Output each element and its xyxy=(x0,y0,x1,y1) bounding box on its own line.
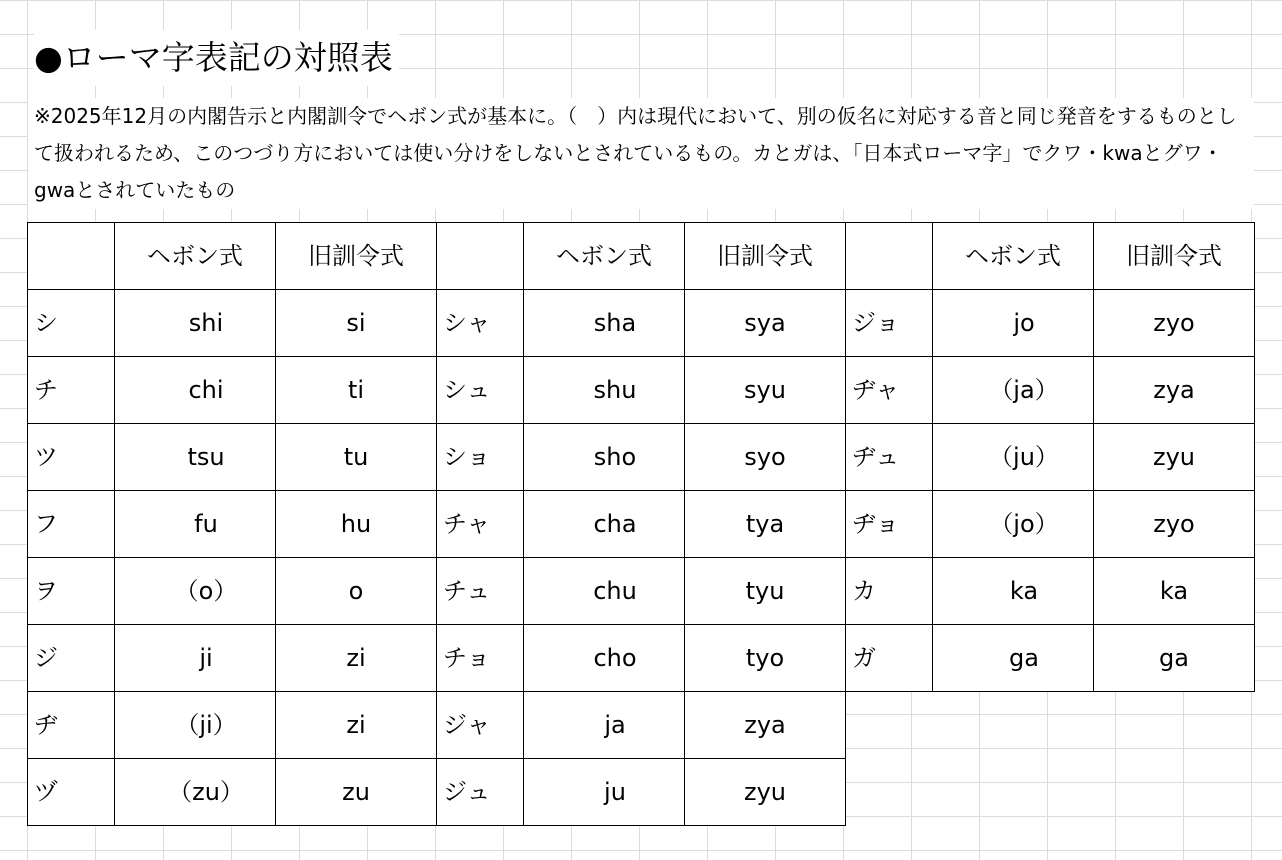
empty-area xyxy=(933,759,1094,826)
kunrei-cell[interactable]: zyu xyxy=(1094,424,1255,491)
hepburn-cell[interactable]: shi xyxy=(115,290,276,357)
header-kunrei-3[interactable]: 旧訓令式 xyxy=(1094,223,1255,290)
kana-cell[interactable]: フ xyxy=(28,491,115,558)
kunrei-cell[interactable]: sya xyxy=(685,290,846,357)
kana-cell[interactable]: ツ xyxy=(28,424,115,491)
hepburn-cell[interactable]: ka xyxy=(933,558,1094,625)
hepburn-cell[interactable]: sho xyxy=(524,424,685,491)
table-row xyxy=(28,424,1255,491)
hepburn-cell[interactable]: shu xyxy=(524,357,685,424)
kana-cell[interactable]: シ xyxy=(28,290,115,357)
hepburn-cell[interactable]: cho xyxy=(524,625,685,692)
header-hepburn-1[interactable]: ヘボン式 xyxy=(115,223,276,290)
kunrei-cell[interactable]: tyo xyxy=(685,625,846,692)
kunrei-cell[interactable]: zi xyxy=(276,692,437,759)
kunrei-cell[interactable]: syu xyxy=(685,357,846,424)
kana-cell[interactable]: チョ xyxy=(437,625,524,692)
hepburn-cell[interactable]: jo xyxy=(933,290,1094,357)
page-title: ●ローマ字表記の対照表 xyxy=(34,30,399,86)
kunrei-cell[interactable]: tya xyxy=(685,491,846,558)
table-row xyxy=(28,357,1255,424)
romanization-table xyxy=(27,222,1255,826)
kana-cell[interactable]: ヂャ xyxy=(846,357,933,424)
kana-cell[interactable]: ジョ xyxy=(846,290,933,357)
hepburn-cell[interactable]: sha xyxy=(524,290,685,357)
table-body xyxy=(28,223,1255,826)
table-row xyxy=(28,290,1255,357)
kana-cell[interactable]: チュ xyxy=(437,558,524,625)
kana-cell[interactable]: ヂョ xyxy=(846,491,933,558)
hepburn-cell[interactable]: chu xyxy=(524,558,685,625)
hepburn-cell[interactable]: fu xyxy=(115,491,276,558)
kunrei-cell[interactable]: zyo xyxy=(1094,290,1255,357)
empty-area xyxy=(1094,692,1255,759)
table-row xyxy=(28,625,1255,692)
kana-cell[interactable]: ジュ xyxy=(437,759,524,826)
header-hepburn-2[interactable]: ヘボン式 xyxy=(524,223,685,290)
kana-cell[interactable]: チャ xyxy=(437,491,524,558)
kana-cell[interactable]: ヅ xyxy=(28,759,115,826)
kana-cell[interactable]: ヂュ xyxy=(846,424,933,491)
kunrei-cell[interactable]: zyu xyxy=(685,759,846,826)
kunrei-cell[interactable]: ga xyxy=(1094,625,1255,692)
table-row xyxy=(28,759,1255,826)
header-kana-cell-1[interactable] xyxy=(28,223,115,290)
kana-cell[interactable]: シュ xyxy=(437,357,524,424)
header-kana-cell-2[interactable] xyxy=(437,223,524,290)
header-hepburn-3[interactable]: ヘボン式 xyxy=(933,223,1094,290)
kunrei-cell[interactable]: ti xyxy=(276,357,437,424)
empty-area xyxy=(846,759,933,826)
kana-cell[interactable]: シャ xyxy=(437,290,524,357)
kunrei-cell[interactable]: zya xyxy=(1094,357,1255,424)
kana-cell[interactable]: ヲ xyxy=(28,558,115,625)
hepburn-cell[interactable]: ga xyxy=(933,625,1094,692)
header-kunrei-1[interactable]: 旧訓令式 xyxy=(276,223,437,290)
kana-cell[interactable]: ショ xyxy=(437,424,524,491)
hepburn-cell[interactable]: ja xyxy=(524,692,685,759)
kunrei-cell[interactable]: hu xyxy=(276,491,437,558)
kunrei-cell[interactable]: zu xyxy=(276,759,437,826)
table-row xyxy=(28,558,1255,625)
hepburn-cell[interactable]: （jo） xyxy=(933,491,1094,558)
hepburn-cell[interactable]: chi xyxy=(115,357,276,424)
kana-cell[interactable]: ガ xyxy=(846,625,933,692)
empty-area xyxy=(933,692,1094,759)
hepburn-cell[interactable]: （ju） xyxy=(933,424,1094,491)
explanatory-note: ※2025年12月の内閣告示と内閣訓令でヘボン式が基本に。（ ）内は現代において、別の仮名に対応する音と同じ発音をするものとして扱われるため、このつづり方においては使い分けをしないとされているもの。カとガは、「日本式ローマ字」でクワ・kwaとグワ・gwaとされていたもの xyxy=(28,98,1254,209)
kunrei-cell[interactable]: zya xyxy=(685,692,846,759)
header-row xyxy=(28,223,1255,290)
hepburn-cell[interactable]: tsu xyxy=(115,424,276,491)
hepburn-cell[interactable]: ju xyxy=(524,759,685,826)
hepburn-cell[interactable]: （zu） xyxy=(115,759,276,826)
hepburn-cell[interactable]: ji xyxy=(115,625,276,692)
hepburn-cell[interactable]: cha xyxy=(524,491,685,558)
kana-cell[interactable]: カ xyxy=(846,558,933,625)
hepburn-cell[interactable]: （o） xyxy=(115,558,276,625)
table-row xyxy=(28,491,1255,558)
kunrei-cell[interactable]: si xyxy=(276,290,437,357)
header-kana-cell-3[interactable] xyxy=(846,223,933,290)
kunrei-cell[interactable]: zyo xyxy=(1094,491,1255,558)
kunrei-cell[interactable]: o xyxy=(276,558,437,625)
kunrei-cell[interactable]: tu xyxy=(276,424,437,491)
kana-cell[interactable]: チ xyxy=(28,357,115,424)
kunrei-cell[interactable]: ka xyxy=(1094,558,1255,625)
hepburn-cell[interactable]: （ja） xyxy=(933,357,1094,424)
hepburn-cell[interactable]: （ji） xyxy=(115,692,276,759)
empty-area xyxy=(846,692,933,759)
kunrei-cell[interactable]: syo xyxy=(685,424,846,491)
kana-cell[interactable]: ジャ xyxy=(437,692,524,759)
kana-cell[interactable]: ジ xyxy=(28,625,115,692)
table-row xyxy=(28,692,1255,759)
kunrei-cell[interactable]: zi xyxy=(276,625,437,692)
header-kunrei-2[interactable]: 旧訓令式 xyxy=(685,223,846,290)
empty-area xyxy=(1094,759,1255,826)
kunrei-cell[interactable]: tyu xyxy=(685,558,846,625)
kana-cell[interactable]: ヂ xyxy=(28,692,115,759)
